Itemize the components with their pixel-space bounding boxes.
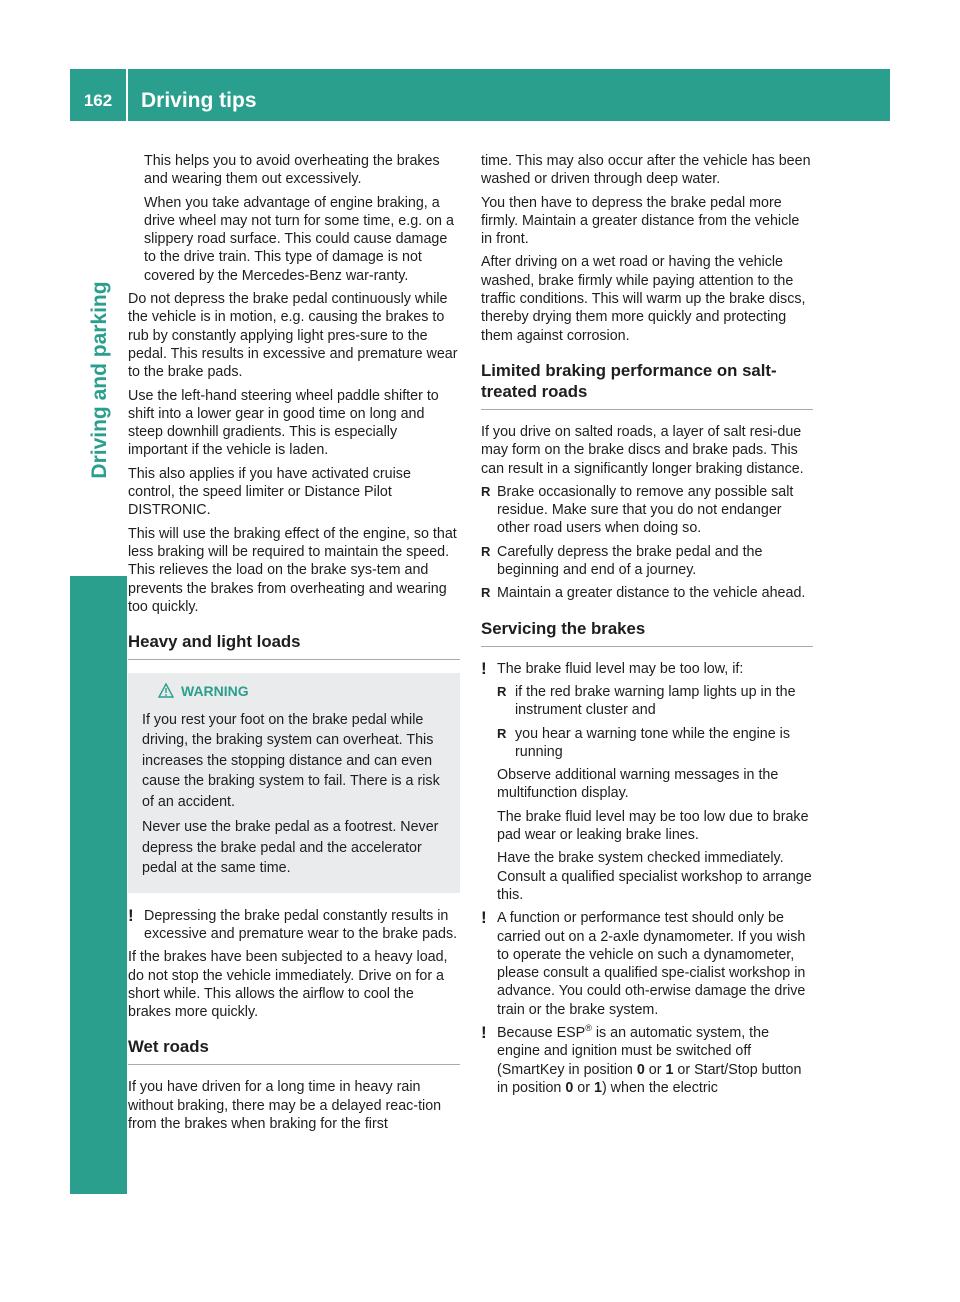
position-value: 1 xyxy=(593,1079,602,1096)
section-title: Driving tips xyxy=(141,89,257,112)
paragraph: time. This may also occur after the vehicle has been washed or driven through deep water. xyxy=(481,153,811,188)
note-text-part: ) when the electric xyxy=(601,1079,718,1096)
list-item xyxy=(481,483,813,538)
note-text: The brake fluid level may be too low, if: xyxy=(497,660,744,677)
registered-mark: ® xyxy=(585,1023,592,1034)
note-text-part: Because ESP xyxy=(497,1024,586,1041)
exclamation-icon: ! xyxy=(481,908,487,928)
list-item-text: Maintain a greater distance to the vehicle ahead. xyxy=(497,585,806,602)
warning-text: Never use the brake pedal as a footrest. Never depress the brake pedal and the accelerator pedal at the same time. xyxy=(142,819,439,877)
warning-triangle-icon xyxy=(158,683,174,704)
note-text-part: is an automatic system, the engine and ignition must be switched off (SmartKey in position xyxy=(497,1024,770,1078)
side-tab-label: Driving and parking xyxy=(88,281,111,479)
page-number: 162 xyxy=(83,91,113,110)
bullet-icon: R xyxy=(497,725,507,741)
paragraph: After driving on a wet road or having the vehicle washed, brake firmly while paying attention to the traffic conditions. This will warm up the brake discs, thereby drying them more quickly and protecting them against corrosion. xyxy=(481,254,806,344)
paragraph: If the brakes have been subjected to a heavy load, do not stop the vehicle immediately. Drive on for a short while. This allows the airflow to cool the brakes more quickly. xyxy=(128,949,448,1021)
paragraph: You then have to depress the brake pedal more firmly. Maintain a greater distance from the vehicle in front. xyxy=(481,194,800,248)
heading-heavy-loads: Heavy and light loads xyxy=(128,631,460,660)
paragraph: This will use the braking effect of the engine, so that less braking will be required to maintain the speed. This relieves the load on the brake sys-tem and prevents the brakes from overheating and wearing too quickly. xyxy=(128,525,457,615)
paragraph: Do not depress the brake pedal continuously while the vehicle is in motion, e.g. causing the brakes to rub by constantly applying light pres-sure to the pedal. This results in excessive and premature wear to the brake pads. xyxy=(128,291,458,381)
list-item xyxy=(497,683,813,720)
position-value: 1 xyxy=(665,1061,674,1078)
list-item xyxy=(481,543,813,580)
list-item xyxy=(481,584,813,602)
side-color-block xyxy=(70,576,127,1194)
paragraph: When you take advantage of engine braking, a drive wheel may not turn for some time, e.g. on a slippery road surface. This could cause damage to the drive train. This type of damage is not covered by the Mercedes-Benz war-ranty. xyxy=(144,194,454,284)
note-text: Observe additional warning messages in the multifunction display. xyxy=(497,767,779,802)
note-text: Have the brake system checked immediately. Consult a qualified specialist workshop to arrange this. xyxy=(497,850,812,903)
note-text-part: or Start/Stop button in position xyxy=(497,1061,802,1096)
exclamation-icon: ! xyxy=(481,658,487,678)
list-item xyxy=(497,725,813,762)
heading-salt-roads: Limited braking performance on salt-treated roads xyxy=(481,360,813,410)
paragraph: This also applies if you have activated cruise control, the speed limiter or Distance Pilot DISTRONIC. xyxy=(128,465,411,519)
warning-header xyxy=(142,681,453,704)
note xyxy=(481,660,813,905)
header-separator xyxy=(126,69,128,121)
bullet-icon: R xyxy=(481,483,491,499)
heading-servicing: Servicing the brakes xyxy=(481,618,813,647)
list-item-text: if the red brake warning lamp lights up in the instrument cluster and xyxy=(515,683,796,719)
right-column xyxy=(481,152,813,1102)
left-column xyxy=(128,152,460,1138)
paragraph: If you have driven for a long time in heavy rain without braking, there may be a delayed reac-tion from the brakes when braking for the first xyxy=(128,1079,442,1132)
note-text: A function or performance test should only be carried out on a 2-axle dynamometer. If you wish to operate the vehicle on such a dynamometer, please consult a qualified spe-cialist workshop in advance. You could oth-erwise damage the drive train or the brake system. xyxy=(497,910,806,1018)
paragraph: Use the left-hand steering wheel paddle shifter to shift into a lower gear in good time on long and steep downhill gradients. This is especially important if the vehicle is laden. xyxy=(128,387,439,459)
note-text: The brake fluid level may be too low due to brake pad wear or leaking brake lines. xyxy=(497,808,809,844)
exclamation-icon: ! xyxy=(128,905,134,925)
note xyxy=(481,1024,813,1097)
paragraph: If you drive on salted roads, a layer of salt resi-due may form on the brake discs and brake pads. This can result in a significantly longer braking distance. xyxy=(481,423,804,477)
note-text-part: or xyxy=(573,1079,594,1096)
warning-title: WARNING xyxy=(181,683,249,700)
side-tab xyxy=(88,190,112,570)
warning-box xyxy=(128,673,460,893)
list-item-text: Brake occasionally to remove any possible salt residue. Make sure that you do not endanger other road users when doing so. xyxy=(497,483,794,537)
note xyxy=(481,909,813,1019)
paragraph: This helps you to avoid overheating the brakes and wearing them out excessively. xyxy=(144,153,440,188)
position-value: 0 xyxy=(565,1079,574,1096)
list-item-text: Carefully depress the brake pedal and the beginning and end of a journey. xyxy=(497,543,763,579)
exclamation-icon: ! xyxy=(481,1022,487,1042)
list-item-text: you hear a warning tone while the engine is running xyxy=(515,725,790,760)
bullet-icon: R xyxy=(481,585,491,601)
bullet-icon: R xyxy=(497,683,507,699)
note-text: Depressing the brake pedal constantly results in excessive and premature wear to the brake pads. xyxy=(144,907,458,942)
bullet-icon: R xyxy=(481,543,491,559)
position-value: 0 xyxy=(636,1061,645,1078)
note-text-part: or xyxy=(644,1061,666,1078)
heading-wet-roads: Wet roads xyxy=(128,1036,460,1065)
warning-text: If you rest your foot on the brake pedal while driving, the braking system can overheat. This increases the stopping distance and can even cause the braking system to fail. There is a risk of an accident. xyxy=(142,711,440,810)
note xyxy=(128,907,460,944)
